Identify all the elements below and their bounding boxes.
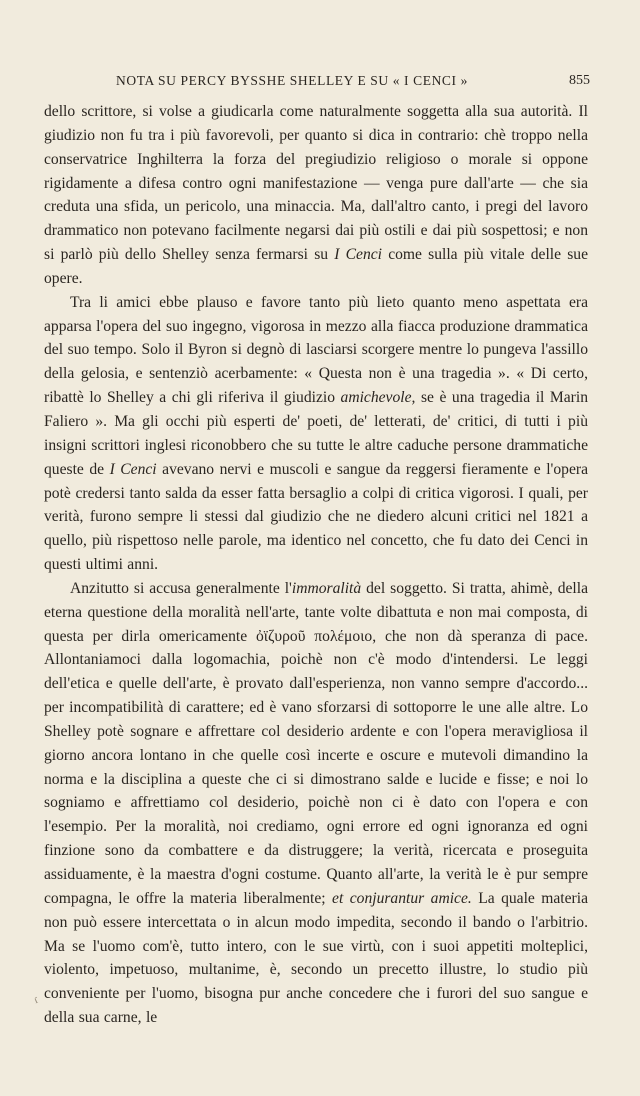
text-run: del soggetto. Si tratta, ahimè, della eterna questione della moralità nell'arte, tante volte dibattuta e non mai composta, di questa per dirla omericamente ὀϊζυροῦ πολέμοιο, che non dà speranza di pace. Allontaniamoci dalla logomachia, poichè non c'è modo d'intendersi. Le leggi dell'etica e quelle dell'arte, è provato dall'esperienza, non vanno sempre d'accordo... per incompatibilità di carattere; ed è vano sforzarsi di sottoporre le une alle altre. Lo Shelley potè sognare e affrettare col desiderio ardente e con l'opera meravigliosa il giorno ancora lontano in che quelle così incerte e oscure e mutevoli dimandino la norma e la disciplina a queste che ci si dimostrano salde e lucide e fisse; e noi lo sogniamo e affrettiamo col desiderio, poichè non ci è dato con l'opera e con l'esempio. Per la moralità, noi crediamo, ogni errore ed ogni ignoranza ed ogni finzione sono da combattere e da distruggere; la verità, ricercata e proseguita assiduamente, è la maestra d'ogni costume. Quanto all'arte, la verità le è pur sempre compagna, le offre la materia liberalmente;: [44, 579, 589, 907]
text-run: come sulla più vitale delle sue opere.: [44, 246, 588, 287]
paragraph: [44, 100, 588, 291]
italic-text: I Cenci: [334, 246, 383, 264]
italic-text: amichevole,: [340, 389, 416, 407]
text-run: dello scrittore, si volse a giudicarla come naturalmente soggetta alla sua autorità. Il giudizio non fu tra i più favorevoli, per quanto si dica in contrario: chè troppo nella conservatrice Inghilterra la forza del pregiudizio religioso o morale si oppone rigidamente a difesa contro ogni manifestazione — venga pure dall'arte — che sia creduta una sfida, un pericolo, una minaccia. Ma, dall'altro canto, i pregi del lavoro drammatico non potevano facilmente negarsi dai più ostili e dai più sospettosi; e non si parlò più dello Shelley senza fermarsi su: [44, 103, 588, 264]
italic-text: immoralità: [291, 579, 362, 597]
text-run: La quale materia non può essere intercettata o in alcun modo impedita, secondo il bando o l'arbitrio. Ma se l'uomo com'è, tutto intero, con le sue virtù, con i suoi appetiti molteplici, violento, impetuoso, multanime, è, secondo un precetto illustre, lo studio più conveniente per l'uomo, bisogna pur anche concedere che i furori del suo sangue e della sua carne, le: [44, 889, 589, 1027]
text-run: Tra li amici ebbe plauso e favore tanto più lieto quanto meno aspettata era apparsa l'opera del suo ingegno, vigorosa in mezzo alla fiacca produzione drammatica del suo tempo. Solo il Byron si degnò di lasciarsi scorgere mentre lo pungeva l'assillo della gelosia, e sentenziò acerbamente: « Questa non è una tragedia ». « Di certo, ribattè lo Shelley a chi gli riferiva il giudizio: [44, 293, 588, 407]
italic-text: I Cenci: [109, 460, 157, 478]
text-run: Anzitutto si accusa generalmente l': [70, 579, 292, 597]
running-title: NOTA SU PERCY BYSSHE SHELLEY E SU « I CENCI »: [116, 73, 468, 88]
text-run: se è una tragedia il Marin Faliero ». Ma gli occhi più esperti de' poeti, de' letterati, de' critici, di tutti i più insigni scrittori inglesi riconobbero che su tutte le altre caduche persone drammatiche queste de: [44, 389, 588, 478]
paragraph: [44, 577, 588, 1030]
margin-mark: ɾ: [31, 991, 41, 1007]
page-number: 855: [569, 73, 590, 88]
body-text: [44, 100, 588, 1030]
italic-text: et conjurantur amice.: [332, 889, 472, 907]
text-run: avevano nervi e muscoli e sangue da reggersi fieramente e l'opera potè credersi tanto salda da esser fatta bersaglio a colpi di critica vigorosi. I quali, per verità, furono sempre li stessi dal giudizio che ne diedero alcuni critici nel 1821 a quello, più rispettoso nelle parole, ma identico nel concetto, che fu dato dei Cenci in questi ultimi anni.: [44, 460, 588, 574]
paragraph: [44, 291, 588, 577]
running-head: [44, 73, 590, 95]
